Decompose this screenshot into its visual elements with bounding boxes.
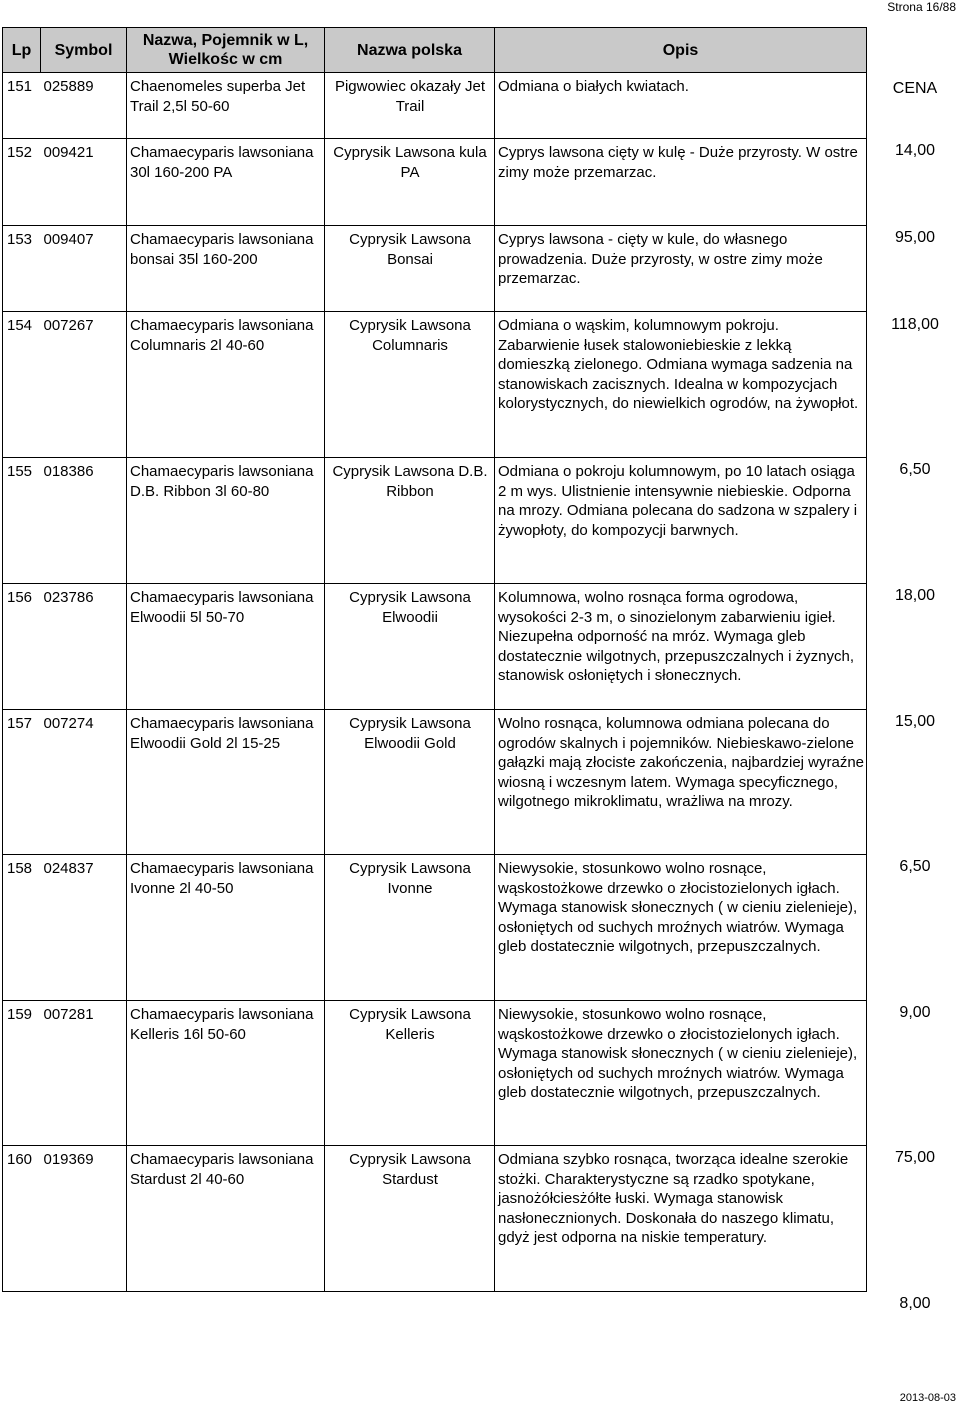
cell-opis: Kolumnowa, wolno rosnąca forma ogrodowa, wysokości 2-3 m, o sinozielonym zabarwieniu igieł. Niezupełna odporność na mróz. Wymaga gleb dostatecznie wilgotnych, przepuszczalnych i żyznych, stanowisk osłoniętych i słonecznych. (495, 584, 867, 710)
cell-nazwa-polska: Pigwowiec okazały Jet Trail (325, 73, 495, 139)
cell-nazwa: Chaenomeles superba Jet Trail 2,5l 50-60 (127, 73, 325, 139)
cell-nazwa-polska: Cyprysik Lawsona Columnaris (325, 312, 495, 458)
cell-nazwa-polska: Cyprysik Lawsona kula PA (325, 139, 495, 226)
price-value: 9,00 (899, 1004, 931, 1021)
cell-lp: 151 (3, 73, 41, 139)
cell-symbol: 025889 (41, 73, 127, 139)
cell-opis: Odmiana o pokroju kolumnowym, po 10 latach osiąga 2 m wys. Ulistnienie intensywnie niebieskie. Odporna na mrozy. Odmiana polecana do sadzona w szpalery i żywopłoty, do kompozycji barwnych. (495, 458, 867, 584)
table-row (3, 710, 867, 855)
cell-nazwa-polska: Cyprysik Lawsona Elwoodii (325, 584, 495, 710)
table-row (3, 584, 867, 710)
cell-symbol: 009407 (41, 226, 127, 312)
cell-symbol: 019369 (41, 1146, 127, 1292)
cell-symbol: 007267 (41, 312, 127, 458)
page-number: Strona 16/88 (887, 0, 956, 14)
product-table (2, 27, 867, 1292)
print-date: 2013-08-03 (899, 1392, 956, 1404)
cell-opis: Odmiana o białych kwiatach. (495, 73, 867, 139)
cell-opis: Odmiana szybko rosnąca, tworząca idealne szerokie stożki. Charakterystyczne są rzadko spotykane, jasnożółciesżółte łuski. Wymaga stanowisk nasłonecznionych. Doskonała do naszego klimatu, gdyż jest odporna na niskie temperatury. (495, 1146, 867, 1292)
price-value: 6,50 (899, 858, 931, 875)
table-header-row (3, 28, 867, 73)
cell-lp: 154 (3, 312, 41, 458)
price-value: 14,00 (894, 142, 936, 159)
cell-lp: 156 (3, 584, 41, 710)
price-value: 6,50 (899, 461, 931, 478)
cell-lp: 152 (3, 139, 41, 226)
header-lp: Lp (3, 28, 41, 73)
cell-nazwa-polska: Cyprysik Lawsona Kelleris (325, 1001, 495, 1146)
cell-nazwa: Chamaecyparis lawsoniana Stardust 2l 40-60 (127, 1146, 325, 1292)
cell-nazwa: Chamaecyparis lawsoniana D.B. Ribbon 3l 60-80 (127, 458, 325, 584)
cell-lp: 153 (3, 226, 41, 312)
cell-lp: 155 (3, 458, 41, 584)
table-row (3, 458, 867, 584)
cell-symbol: 009421 (41, 139, 127, 226)
header-opis: Opis (495, 28, 867, 73)
price-value: 18,00 (894, 587, 936, 604)
cell-nazwa-polska: Cyprysik Lawsona Elwoodii Gold (325, 710, 495, 855)
cell-symbol: 018386 (41, 458, 127, 584)
table-row (3, 1146, 867, 1292)
cell-opis: Niewysokie, stosunkowo wolno rosnące, wąskostożkowe drzewko o złocistozielonych igłach. Wymaga stanowisk słonecznych ( w cieniu zieleniеje), osłoniętych od suchych mroźnych wiatrów. Wymaga gleb dostatecznie wilgotnych, przepuszczalnych. (495, 1001, 867, 1146)
cell-nazwa-polska: Cyprysik Lawsona Stardust (325, 1146, 495, 1292)
header-cena: CENA (892, 80, 938, 97)
table-row (3, 312, 867, 458)
table-row (3, 855, 867, 1001)
cell-opis: Cyprys lawsona cięty w kulę - Duże przyrosty. W ostre zimy może przemarzac. (495, 139, 867, 226)
cell-symbol: 024837 (41, 855, 127, 1001)
cell-lp: 160 (3, 1146, 41, 1292)
price-value: 8,00 (899, 1295, 931, 1312)
header-nazwa-polska: Nazwa polska (325, 28, 495, 73)
cell-nazwa-polska: Cyprysik Lawsona Ivonne (325, 855, 495, 1001)
cell-opis: Wolno rosnąca, kolumnowa odmiana polecana do ogrodów skalnych i pojemników. Niebieskawo-zielone gałązki mają złociste zakończenia, najbardziej wyraźne wiosną i wczesnym latem. Wymaga specyficznego, wilgotnego mikroklimatu, wrażliwa na mrozy. (495, 710, 867, 855)
price-value: 118,00 (891, 316, 939, 333)
header-nazwa: Nazwa, Pojemnik w L, Wielkośc w cm (127, 28, 325, 73)
table-row (3, 226, 867, 312)
cell-nazwa: Chamaecyparis lawsoniana Columnaris 2l 40-60 (127, 312, 325, 458)
header-symbol: Symbol (41, 28, 127, 73)
cell-nazwa-polska: Cyprysik Lawsona D.B. Ribbon (325, 458, 495, 584)
cell-opis: Odmiana o wąskim, kolumnowym pokroju. Zabarwienie łusek stalowoniebieskie z lekką domieszką zielonego. Odmiana wymaga sadzenia na stanowiskach zacisznych. Idealna w kompozycjach kolorystycznych, do niewielkich ogrodów, na żywopłot. (495, 312, 867, 458)
price-value: 75,00 (894, 1149, 936, 1166)
table-row (3, 139, 867, 226)
cell-nazwa: Chamaecyparis lawsoniana Ivonne 2l 40-50 (127, 855, 325, 1001)
cell-symbol: 007281 (41, 1001, 127, 1146)
cell-nazwa-polska: Cyprysik Lawsona Bonsai (325, 226, 495, 312)
cell-lp: 159 (3, 1001, 41, 1146)
table-row (3, 73, 867, 139)
cell-nazwa: Chamaecyparis lawsoniana Elwoodii 5l 50-70 (127, 584, 325, 710)
price-value: 15,00 (894, 713, 936, 730)
cell-lp: 157 (3, 710, 41, 855)
cell-symbol: 007274 (41, 710, 127, 855)
cell-symbol: 023786 (41, 584, 127, 710)
cell-nazwa: Chamaecyparis lawsoniana bonsai 35l 160-200 (127, 226, 325, 312)
cell-nazwa: Chamaecyparis lawsoniana 30l 160-200 PA (127, 139, 325, 226)
cell-nazwa: Chamaecyparis lawsoniana Elwoodii Gold 2l 15-25 (127, 710, 325, 855)
cell-lp: 158 (3, 855, 41, 1001)
cell-nazwa: Chamaecyparis lawsoniana Kelleris 16l 50-60 (127, 1001, 325, 1146)
price-value: 95,00 (894, 229, 936, 246)
cell-opis: Cyprys lawsona - cięty w kule, do własnego prowadzenia. Duże przyrosty, w ostre zimy może przemarzac. (495, 226, 867, 312)
cell-opis: Niewysokie, stosunkowo wolno rosnące, wąskostożkowe drzewko o złocistozielonych igłach. Wymaga stanowisk słonecznych ( w cieniu zieleniеje), osłoniętych od suchych mroźnych wiatrów. Wymaga gleb dostatecznie wilgotnych, przepuszczalnych. (495, 855, 867, 1001)
table-row (3, 1001, 867, 1146)
